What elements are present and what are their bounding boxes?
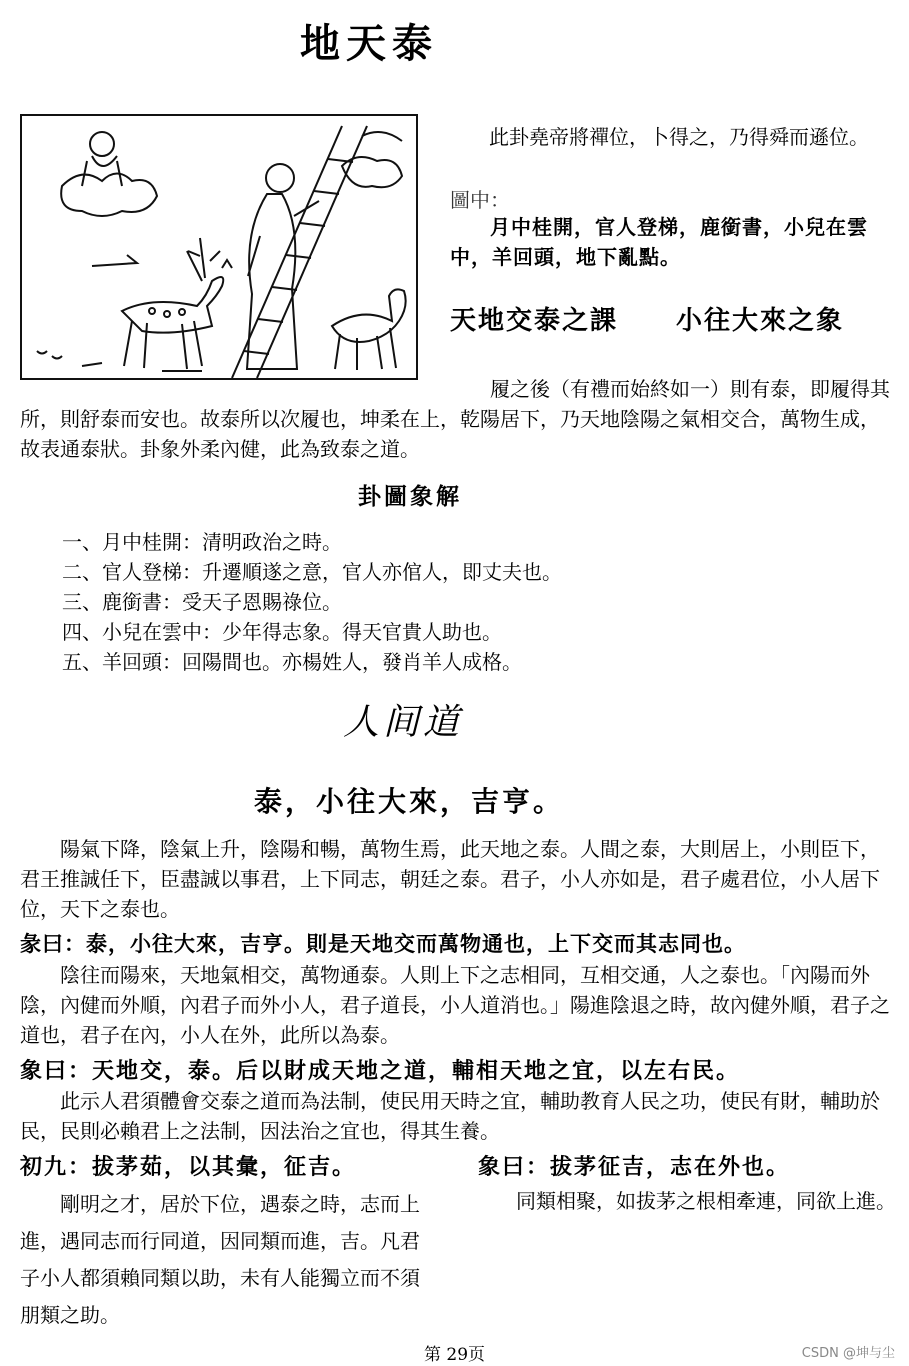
- paragraph-1: 陽氣下降，陰氣上升，陰陽和暢，萬物生焉，此天地之泰。人間之泰，大則居上，小則臣下，君王推誠任下，臣盡誠以事君，上下同志，朝廷之泰。君子，小人亦如是，君子處君位，小人居下位，天下之泰也。: [20, 837, 880, 921]
- intro-text: 此卦堯帝將禪位，卜得之，乃得舜而遜位。: [489, 125, 869, 149]
- paragraph-3: 此示人君須體會交泰之道而為法制，使民用天時之宜，輔助教育人民之功，使民有財，輔助於民，民則必賴君上之法制，因法治之宜也，得其生養。: [20, 1089, 880, 1143]
- tagline-right: 小往大來之象: [676, 306, 845, 336]
- line-one-text: 剛明之才，居於下位，遇泰之時，志而上進，遇同志而行同道，因同類而進，吉。凡君子小人都須賴同類以助，未有人能獨立而不須朋類之助。: [20, 1192, 420, 1327]
- line-one-heading: 初九：拔茅茹，以其彙，征吉。: [20, 1154, 357, 1180]
- hexagram-judgment: 泰，小往大來，吉亨。: [253, 785, 564, 818]
- woodcut-image: [22, 116, 416, 378]
- explanation-item: 四、小兒在雲中：少年得志象。得天官貴人助也。: [62, 620, 502, 644]
- explanation-item: 二、官人登梯：升遷順遂之意，官人亦倌人，即丈夫也。: [62, 560, 562, 584]
- summary-text: 履之後（有禮而始終如一）則有泰，即履得其所，則舒泰而安也。故泰所以次履也，坤柔在上，乾陽居下，乃天地陰陽之氣相交合，萬物生成，故表通泰狀。卦象外柔內健，此為致泰之道。: [20, 377, 890, 461]
- diagram-description: 月中桂開，官人登梯，鹿銜書，小兒在雲中，羊回頭，地下亂點。: [450, 215, 868, 269]
- paragraph-2: 陰往而陽來，天地氣相交，萬物通泰。人則上下之志相同，互相交通，人之泰也。「內陽而外陰，內健而外順，內君子而外小人，君子道長，小人道消也。」陽進陰退之時，故內健外順，君子之道也，君子在內，小人在外，此所以為泰。: [20, 963, 890, 1047]
- line-one-xiang-text: 同類相聚，如拔茅之根相牽連，同欲上進。: [516, 1189, 896, 1213]
- explanation-item: 一、月中桂開：清明政治之時。: [62, 530, 342, 554]
- hexagram-illustration: [20, 114, 418, 380]
- explanation-item: 三、鹿銜書：受天子恩賜祿位。: [62, 590, 342, 614]
- watermark: CSDN @坤与尘: [801, 1346, 895, 1361]
- explanation-item: 五、羊回頭：回陽間也。亦楊姓人，發肖羊人成格。: [62, 650, 522, 674]
- diagram-label: 圖中：: [450, 188, 510, 212]
- tagline-left: 天地交泰之課: [450, 306, 619, 336]
- hexagram-title: 地天泰: [300, 20, 438, 67]
- line-one-xiang-heading: 象曰：拔茅征吉，志在外也。: [478, 1154, 791, 1180]
- xiang-commentary: 象曰：天地交，泰。后以財成天地之道，輔相天地之宜，以左右民。: [20, 1058, 741, 1084]
- page-number: 第 29页: [423, 1345, 486, 1365]
- explanation-list: [62, 527, 882, 677]
- tuan-commentary: 彖曰：泰，小往大來，吉亨。則是天地交而萬物通也，上下交而其志同也。: [20, 931, 746, 956]
- explanation-heading: 卦圖象解: [358, 483, 462, 510]
- section-heading: 人间道: [342, 702, 463, 743]
